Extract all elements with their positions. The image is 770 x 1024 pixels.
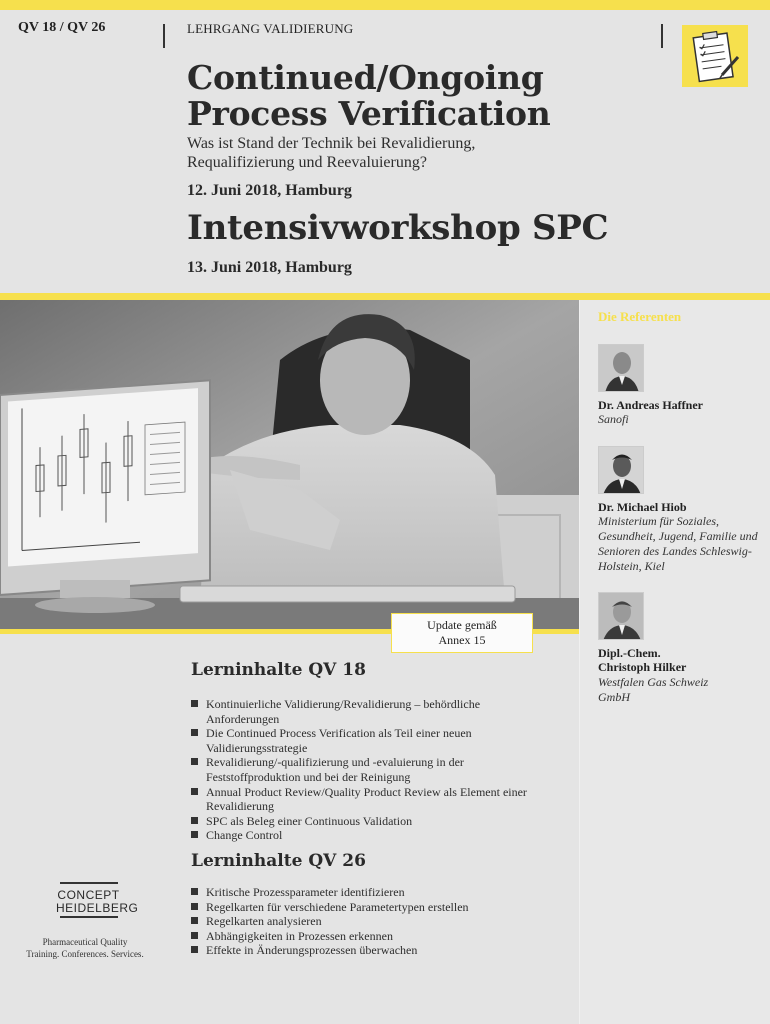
event-date-1: 12. Juni 2018, Hamburg [187, 182, 352, 199]
logo-rule-bottom [60, 916, 118, 918]
portrait-image [599, 593, 644, 640]
referent-name-3-line2: Christoph Hilker [598, 660, 687, 674]
main-title-line2: Process Verification [187, 94, 551, 133]
logo-line2: HEIDELBERG [56, 901, 139, 915]
update-annex-badge [391, 613, 533, 653]
tagline-line2: Training. Conferences. Services. [26, 949, 144, 959]
referent-name-1: Dr. Andreas Haffner [598, 398, 703, 412]
list-item: SPC als Beleg einer Continuous Validation [191, 814, 531, 829]
list-item: Die Continued Process Verification als Teil einer neuen Validierungsstrategie [191, 726, 531, 755]
portrait-image [599, 345, 644, 392]
subtitle [187, 134, 617, 172]
subtitle-line2: Requalifizierung und Reevaluierung? [187, 154, 427, 171]
list-item: Annual Product Review/Quality Product Review als Element einer Revalidierung [191, 785, 531, 814]
subtitle-line1: Was ist Stand der Technik bei Revalidierung, [187, 135, 476, 152]
course-code: QV 18 / QV 26 [18, 20, 106, 35]
portrait-image [599, 447, 644, 494]
portrait-hiob [598, 446, 644, 494]
concept-heidelberg-logo [56, 880, 139, 920]
referent-name-3 [598, 646, 758, 674]
portrait-hilker [598, 592, 644, 640]
event-date-2: 13. Juni 2018, Hamburg [187, 259, 352, 276]
referent-name-2: Dr. Michael Hiob [598, 500, 687, 514]
logo-line1: CONCEPT [57, 888, 120, 902]
referent-org-1: Sanofi [598, 412, 629, 426]
main-title-line1: Continued/Ongoing [187, 58, 544, 97]
tagline-line1: Pharmaceutical Quality [42, 937, 128, 947]
list-item: Regelkarten analysieren [191, 914, 551, 929]
qv18-heading: Lerninhalte QV 18 [191, 660, 366, 680]
list-item: Kritische Prozessparameter identifizieren [191, 885, 551, 900]
checklist-icon-box [682, 25, 748, 87]
referent-name-3-line1: Dipl.-Chem. [598, 646, 661, 660]
divider-line-left [163, 24, 165, 48]
referent-org-2: Ministerium für Soziales, Gesundheit, Jugend, Familie und Senioren des Landes Schleswig-Holstein, Kiel [598, 514, 758, 573]
referents-heading: Die Referenten [598, 309, 682, 324]
qv26-heading: Lerninhalte QV 26 [191, 851, 366, 871]
course-series: LEHRGANG VALIDIERUNG [187, 21, 354, 36]
portrait-haffner [598, 344, 644, 392]
list-item: Change Control [191, 828, 531, 843]
list-item: Effekte in Änderungsprozessen überwachen [191, 943, 551, 958]
qv18-list [191, 697, 531, 843]
list-item: Kontinuierliche Validierung/Revalidierung – behördliche Anforderungen [191, 697, 531, 726]
list-item: Regelkarten für verschiedene Parametertypen erstellen [191, 900, 551, 915]
qv26-list [191, 885, 551, 958]
logo-rule-top [60, 882, 118, 884]
mid-accent-bar [0, 293, 770, 300]
header-photo [0, 300, 579, 630]
list-item: Abhängigkeiten in Prozessen erkennen [191, 929, 551, 944]
logo-tagline [10, 936, 160, 960]
update-line1: Update gemäß [427, 618, 497, 632]
workshop-title: Intensivworkshop SPC [187, 208, 609, 248]
update-line2: Annex 15 [438, 633, 486, 647]
top-accent-bar [0, 0, 770, 10]
list-item: Revalidierung/-qualifizierung und -evaluierung in der Feststoffproduktion und bei der Reinigung [191, 755, 531, 784]
referent-org-3: Westfalen Gas Schweiz GmbH [598, 675, 709, 704]
main-title [187, 60, 667, 132]
presenter-photo-illustration [0, 300, 579, 630]
divider-line-right [661, 24, 663, 48]
clipboard-checklist-icon [684, 27, 746, 85]
